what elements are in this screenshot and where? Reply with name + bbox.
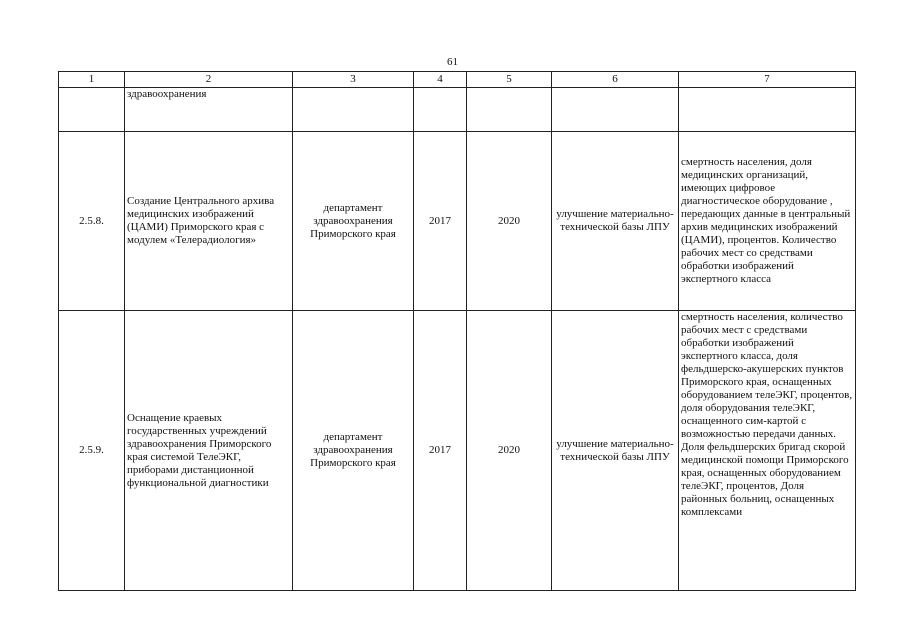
row-number-cell: 2.5.9. <box>59 311 125 591</box>
executor-cell: департамент здравоохранения Приморского края <box>293 311 414 591</box>
measure-name-cell: здравоохранения <box>125 88 293 132</box>
header-cell-2: 2 <box>125 72 293 88</box>
table-row <box>59 88 856 132</box>
end-year-cell: 2020 <box>467 311 552 591</box>
header-cell-4: 4 <box>414 72 467 88</box>
table-row <box>59 311 856 591</box>
indicator-cell <box>679 88 856 132</box>
start-year-cell <box>414 88 467 132</box>
header-cell-5: 5 <box>467 72 552 88</box>
expected-result-cell <box>552 88 679 132</box>
row-number-cell: 2.5.8. <box>59 132 125 311</box>
header-row <box>59 72 856 88</box>
page-number: 61 <box>447 56 458 68</box>
measure-name-cell: Оснащение краевых государственных учреждений здравоохранения Приморского края системой ТелеЭКГ, приборами дистанционной функциональной диагностики <box>125 311 293 591</box>
header-cell-7: 7 <box>679 72 856 88</box>
start-year-cell: 2017 <box>414 311 467 591</box>
start-year-cell: 2017 <box>414 132 467 311</box>
executor-cell: департамент здравоохранения Приморского края <box>293 132 414 311</box>
end-year-cell: 2020 <box>467 132 552 311</box>
end-year-cell <box>467 88 552 132</box>
header-cell-3: 3 <box>293 72 414 88</box>
executor-cell <box>293 88 414 132</box>
table-row <box>59 132 856 311</box>
expected-result-cell: улучшение материально-технической базы ЛПУ <box>552 311 679 591</box>
indicator-cell: смертность населения, количество рабочих мест с средствами обработки изображений экспертного класса, доля фельдшерско-акушерских пунктов Приморского края, оснащенных оборудованием телеЭКГ, процентов, доля оборудования телеЭКГ, оснащенного сим-картой с возможностью передачи данных. Доля фельдшерских бригад скорой медицинской помощи Приморского края, оснащенных оборудованием телеЭКГ, процентов, Доля районных больниц, оснащенных комплексами <box>679 311 856 591</box>
header-cell-6: 6 <box>552 72 679 88</box>
header-cell-1: 1 <box>59 72 125 88</box>
measure-name-cell: Создание Центрального архива медицинских изображений (ЦАМИ) Приморского края с модулем «Телерадиология» <box>125 132 293 311</box>
measures-table <box>58 71 856 591</box>
indicator-cell: смертность населения, доля медицинских организаций, имеющих цифровое диагностическое оборудование , передающих данные в центральный архив медицинских изображений (ЦАМИ), процентов. Количество рабочих мест со средствами обработки изображений экспертного класса <box>679 132 856 311</box>
expected-result-cell: улучшение материально-технической базы ЛПУ <box>552 132 679 311</box>
row-number-cell <box>59 88 125 132</box>
